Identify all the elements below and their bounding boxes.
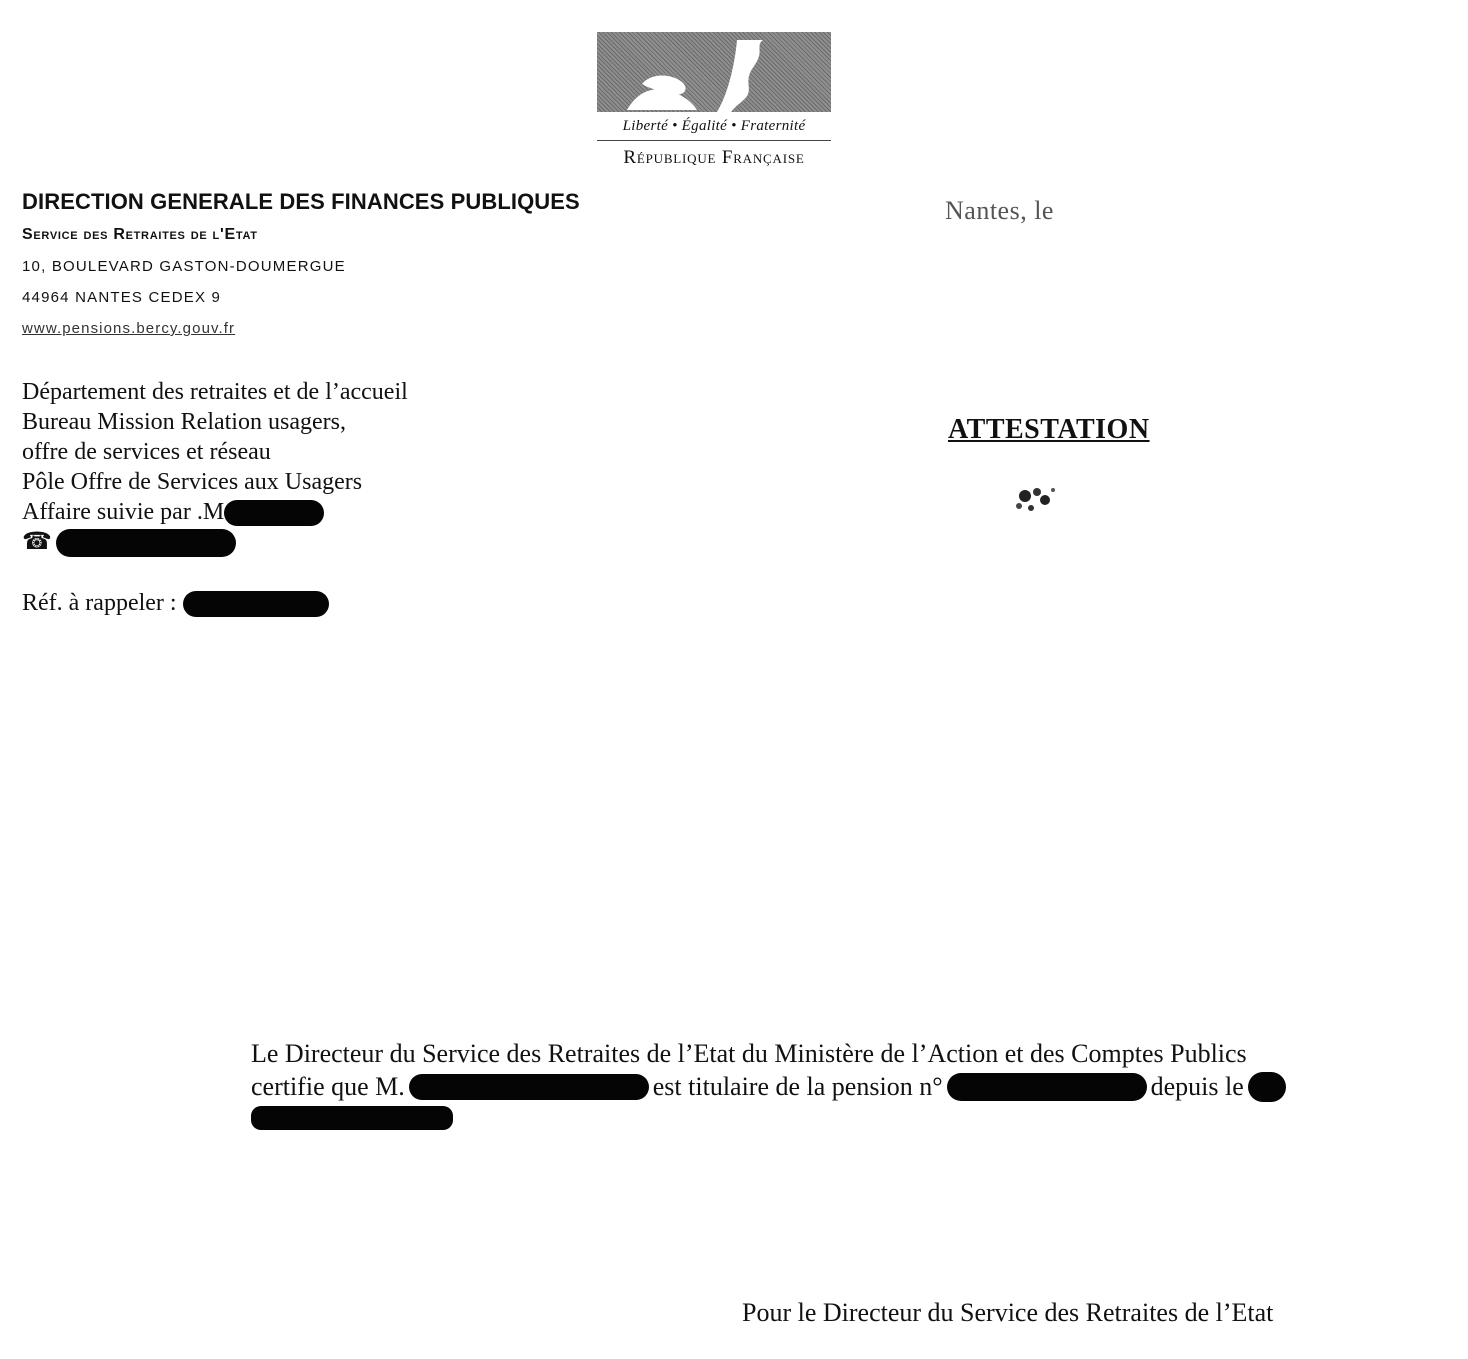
city-date: Nantes, le xyxy=(945,196,1054,225)
case-handler xyxy=(22,497,324,527)
redaction-mark xyxy=(409,1074,649,1100)
republic-motto: Liberté • Égalité • Fraternité xyxy=(622,118,806,134)
redaction-mark xyxy=(56,529,236,557)
bureau-name: Bureau Mission Relation usagers, xyxy=(22,409,346,435)
organization-name: DIRECTION GENERALE DES FINANCES PUBLIQUES xyxy=(22,189,580,214)
redaction-mark xyxy=(224,500,324,526)
logo-divider xyxy=(597,140,831,141)
address-street: 10, BOULEVARD GASTON-DOUMERGUE xyxy=(22,258,346,275)
body-line-2 xyxy=(251,1070,1421,1103)
case-handler-label: Affaire suivie par .M xyxy=(22,499,225,525)
redaction-mark xyxy=(251,1106,453,1130)
document-title: ATTESTATION xyxy=(948,414,1150,445)
since-text: depuis le xyxy=(1150,1072,1244,1101)
redaction-mark xyxy=(1248,1072,1286,1102)
redaction-mark xyxy=(183,591,329,617)
reference-line xyxy=(22,588,329,618)
marianne-logo xyxy=(597,32,831,112)
telephone-icon: ☎ xyxy=(22,529,52,555)
marianne-logo-icon xyxy=(597,32,831,112)
pension-holder-text: est titulaire de la pension n° xyxy=(652,1072,943,1101)
republique-francaise-label: République Française xyxy=(623,147,805,168)
website-link[interactable]: www.pensions.bercy.gouv.fr xyxy=(22,320,236,337)
pole-name: Pôle Offre de Services aux Usagers xyxy=(22,469,363,495)
scan-speckle-icon xyxy=(1005,482,1067,518)
bureau-name-cont: offre de services et réseau xyxy=(22,439,271,465)
service-name: Service des Retraites de l'Etat xyxy=(22,226,258,243)
signature-line: Pour le Directeur du Service des Retraites de l’Etat xyxy=(742,1298,1274,1327)
phone-line xyxy=(22,527,236,557)
reference-label: Réf. à rappeler : xyxy=(22,590,177,616)
certifies-text: certifie que M. xyxy=(251,1072,405,1101)
redaction-mark xyxy=(947,1073,1147,1101)
address-city: 44964 NANTES CEDEX 9 xyxy=(22,289,222,306)
body-line-1: Le Directeur du Service des Retraites de l’Etat du Ministère de l’Action et des Comptes Publics xyxy=(251,1039,1247,1068)
department-name: Département des retraites et de l’accueil xyxy=(22,379,408,405)
